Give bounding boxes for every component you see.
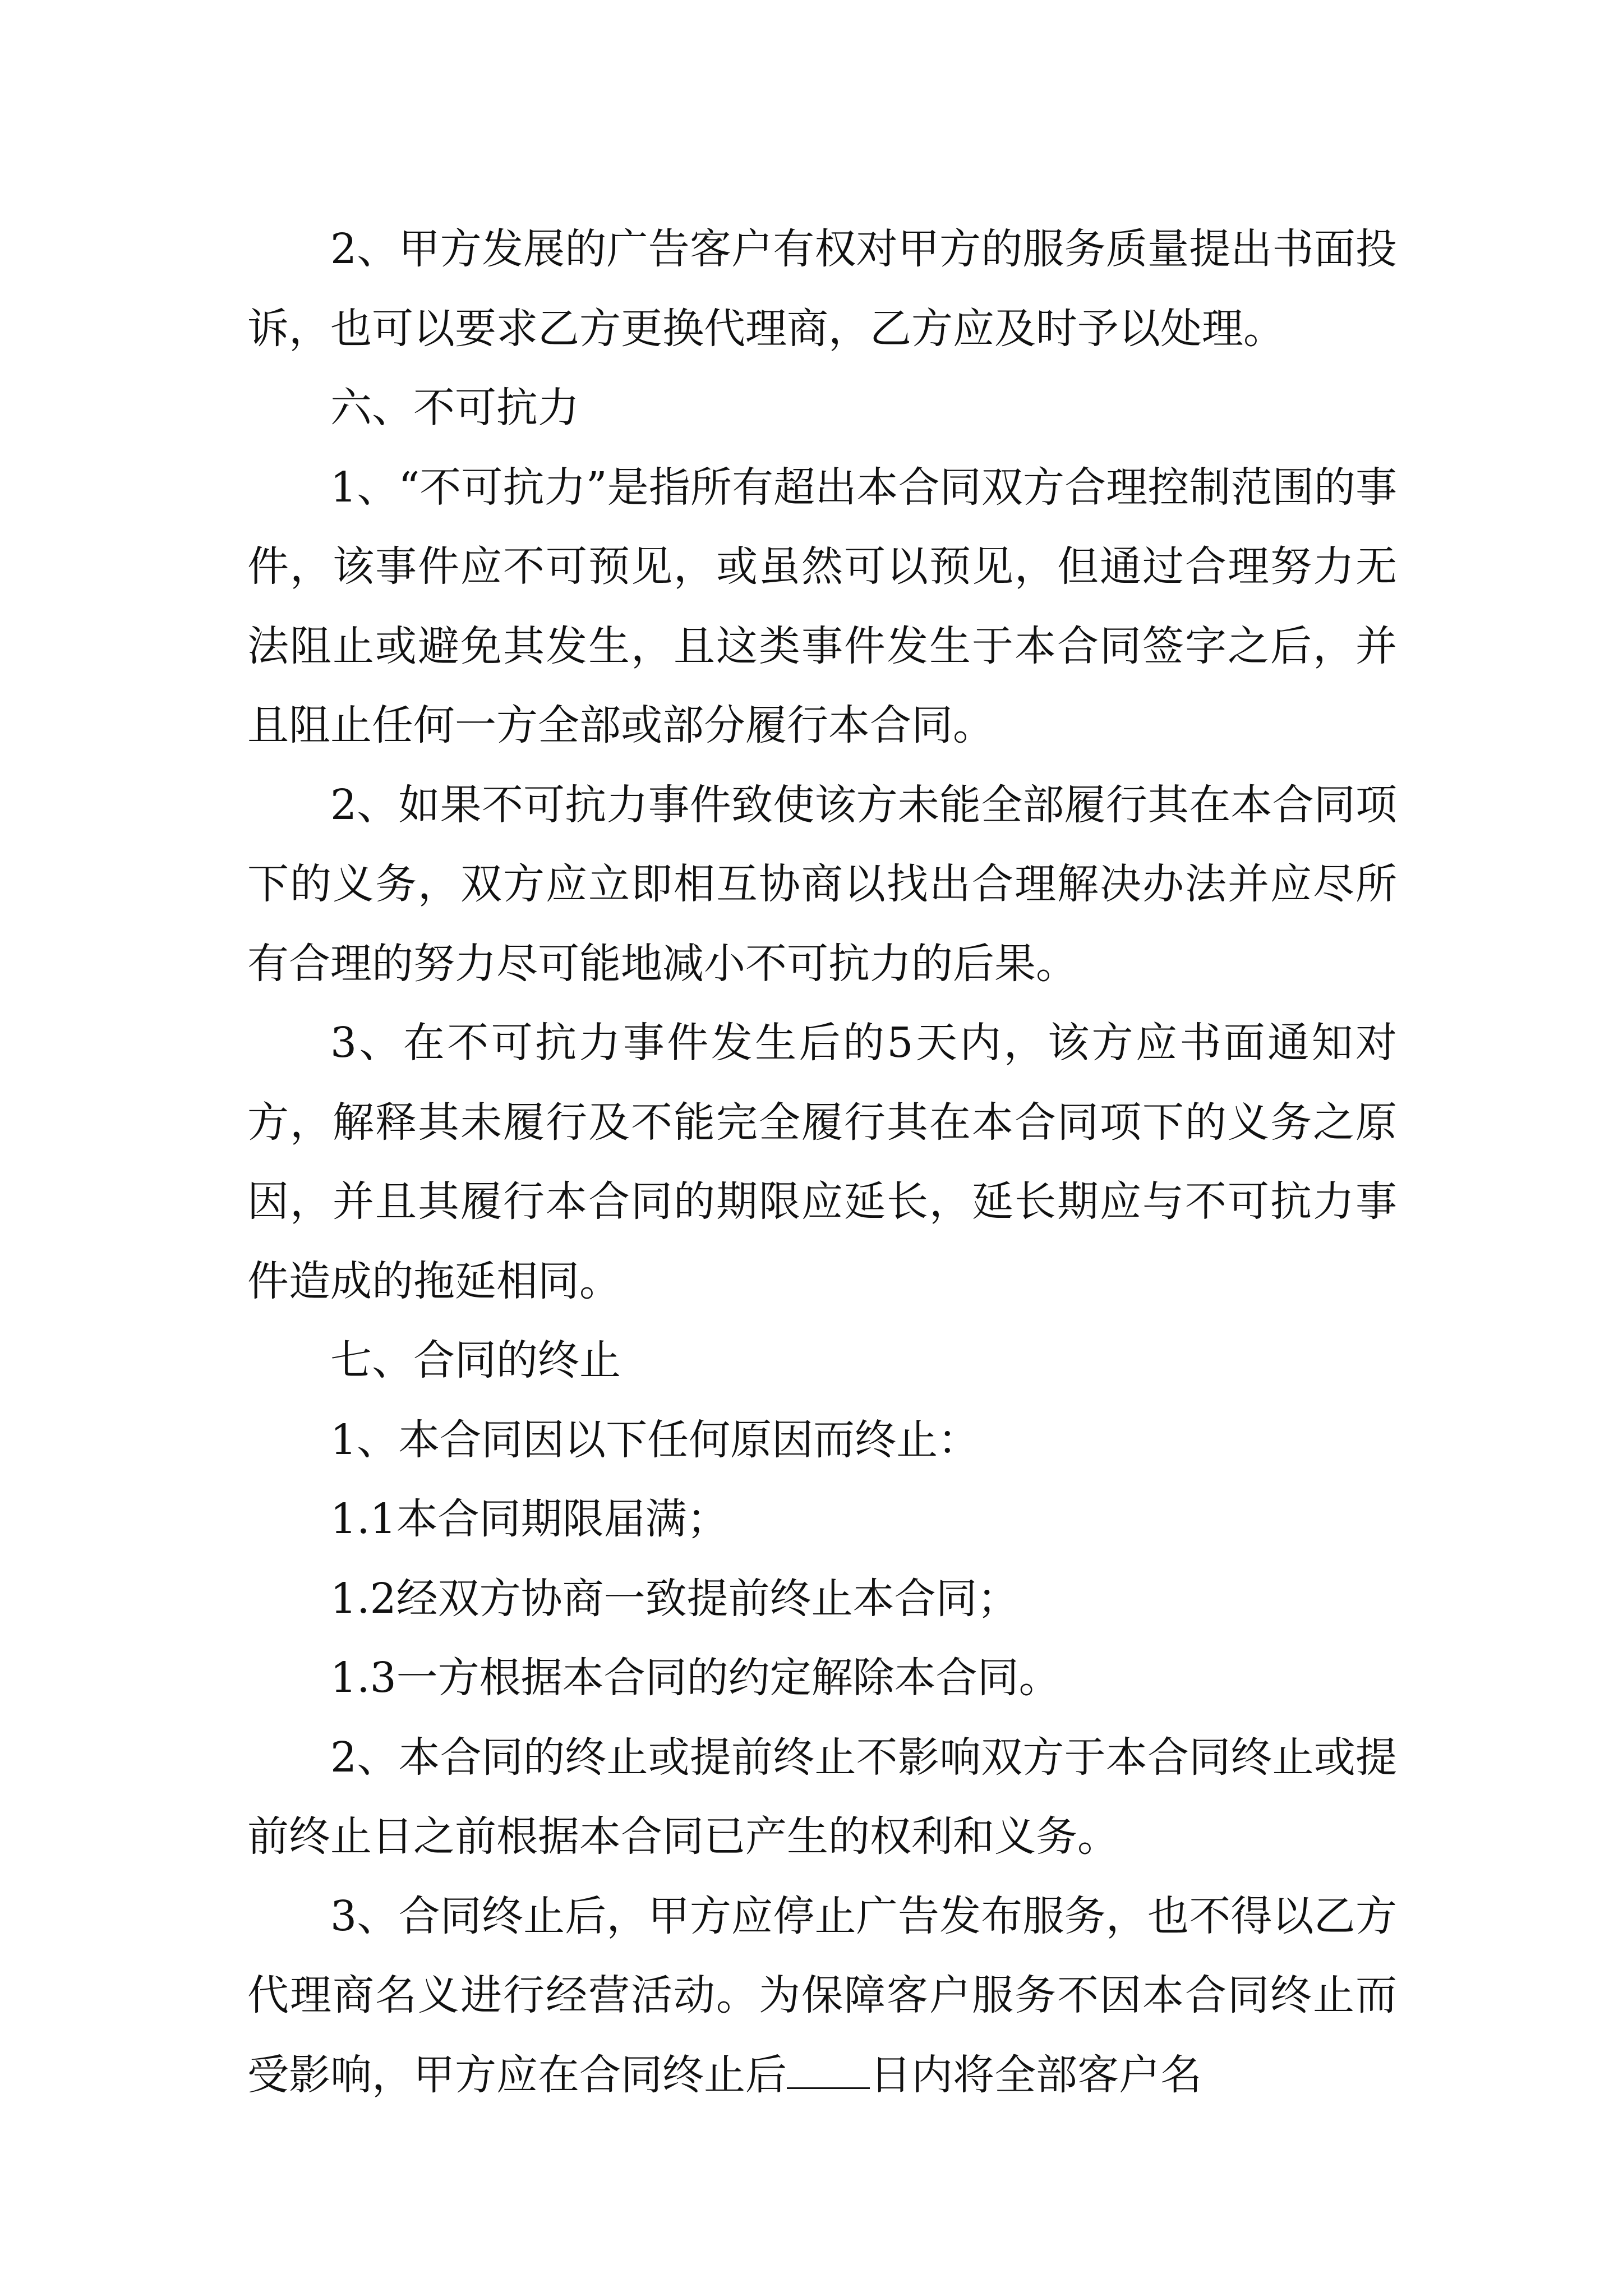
post-termination-text-start: 3、合同终止后，甲方应停止广告发布服务，也不得以乙方代理商名义进行经营活动。为保障客户服务不因本合同终止而受影响，甲方应在合同终止后: [247, 1892, 1397, 2099]
post-termination-text-end: 日内将全部客户名: [870, 2050, 1202, 2099]
document-body: [247, 210, 1397, 2115]
paragraph-termination-effect: 2、本合同的终止或提前终止不影响双方于本合同终止或提前终止日之前根据本合同已产生的权利和义务。: [247, 1733, 1397, 1861]
paragraph-force-majeure-consultation: 2、如果不可抗力事件致使该方未能全部履行其在本合同项下的义务，双方应立即相互协商以找出合理解决办法并应尽所有合理的努力尽可能地减小不可抗力的后果。: [247, 780, 1397, 988]
paragraph-complaint-rights: 2、甲方发展的广告客户有权对甲方的服务质量提出书面投诉，也可以要求乙方更换代理商，乙方应及时予以处理。: [247, 225, 1397, 353]
paragraph-termination-1-1: 1.1本合同期限届满；: [330, 1495, 728, 1543]
paragraph-force-majeure-notice: 3、在不可抗力事件发生后的5天内，该方应书面通知对方，解释其未履行及不能完全履行其在本合同项下的义务之原因，并且其履行本合同的期限应延长，延长期应与不可抗力事件造成的拖延相同。: [247, 1019, 1397, 1305]
paragraph-termination-reasons: 1、本合同因以下任何原因而终止：: [330, 1415, 980, 1464]
paragraph-force-majeure-definition: 1、“不可抗力”是指所有超出本合同双方合理控制范围的事件，该事件应不可预见，或虽然可以预见，但通过合理努力无法阻止或避免其发生，且这类事件发生于本合同签字之后，并且阻止任何一方全部或部分履行本合同。: [247, 463, 1397, 749]
section-heading-termination: 七、合同的终止: [330, 1336, 621, 1384]
paragraph-termination-1-3: 1.3一方根据本合同的约定解除本合同。: [330, 1654, 1061, 1702]
fill-in-blank: [787, 2054, 870, 2089]
paragraph-post-termination: [247, 1877, 1397, 2115]
paragraph-termination-1-2: 1.2经双方协商一致提前终止本合同；: [330, 1574, 1019, 1623]
section-heading-force-majeure: 六、不可抗力: [330, 384, 579, 432]
